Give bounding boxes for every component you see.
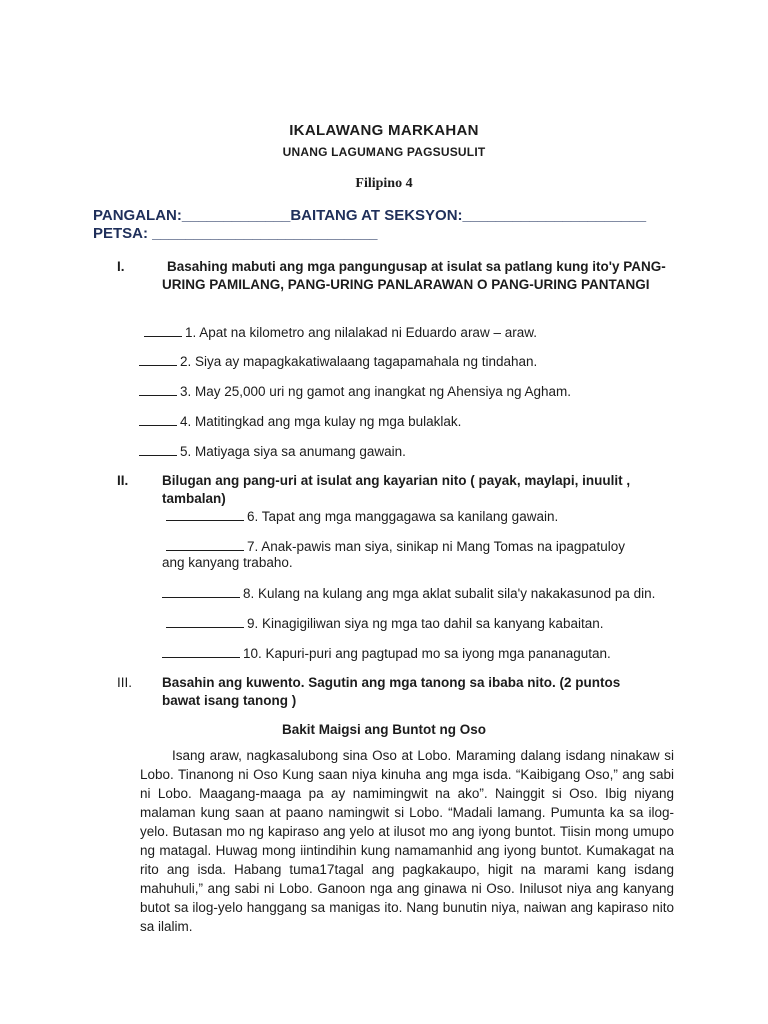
- question-3: 3. May 25,000 uri ng gamot ang inangkat ng Ahensiya ng Agham.: [139, 383, 571, 399]
- subject-label: Filipino 4: [355, 176, 413, 191]
- answer-blank[interactable]: [144, 324, 182, 337]
- part2-instruction-line1: Bilugan ang pang-uri at isulat ang kayarian nito ( payak, maylapi, inuulit ,: [162, 473, 631, 488]
- question-7-continuation: ang kanyang trabaho.: [162, 555, 293, 570]
- story-title: Bakit Maigsi ang Buntot ng Oso: [281, 722, 486, 737]
- question-6: 6. Tapat ang mga manggagawa sa kanilang gawain.: [166, 508, 558, 524]
- part3-numeral: III.: [117, 675, 133, 690]
- answer-blank[interactable]: [139, 413, 177, 426]
- answer-blank[interactable]: [139, 383, 177, 396]
- answer-blank[interactable]: [166, 538, 244, 551]
- question-2: 2. Siya ay mapagkakatiwalaang tagapamahala ng tindahan.: [139, 353, 537, 369]
- question-10: 10. Kapuri-puri ang pagtupad mo sa iyong mga pananagutan.: [162, 645, 611, 661]
- story-paragraph: Isang araw, nagkasalubong sina Oso at Lobo. Maraming dalang isdang ninakaw si Lobo. Tinanong ni Oso Kung saan niya kinuha ang mga isda. “Kaibigang Oso,” ang sabi ni Lobo. Maagang-maaga pa ay namimingwit na ako”. Nainggit si Oso. Ibig niyang malaman kung saan at paano namingwit si Lobo. “Madali lamang. Pumunta ka sa ilog-yelo. Butasan mo ng kapiraso ang yelo at ilusot mo ang iyong buntot. Tiisin mong umupo ng matagal. Huwag mong iintindihin kung namamanhid ang iyong buntot. Kumakagat na rito ang isda. Habang tuma17tagal ang pagkakaupo, higit na marami kang isdang mahuhuli,” ang sabi ni Lobo. Ganoon nga ang ginawa ni Oso. Inilusot niya ang kanyang butot sa ilog-yelo hanggang sa manigas ito. Nang bunutin niya, naiwan ang kapiraso nito sa ilalim.: [140, 748, 674, 934]
- question-7: 7. Anak-pawis man siya, sinikap ni Mang Tomas na ipagpatuloy: [166, 538, 625, 554]
- question-4: 4. Matitingkad ang mga kulay ng mga bulaklak.: [139, 413, 461, 429]
- question-5: 5. Matiyaga siya sa anumang gawain.: [139, 443, 406, 459]
- name-section-line: PANGALAN:_____________BAITANG AT SEKSYON:______________________: [93, 207, 647, 224]
- question-8: 8. Kulang na kulang ang mga aklat subalit sila'y nakakasunod pa din.: [162, 585, 655, 601]
- question-1: 1. Apat na kilometro ang nilalakad ni Eduardo araw – araw.: [144, 324, 537, 340]
- answer-blank[interactable]: [162, 585, 240, 598]
- answer-blank[interactable]: [139, 353, 177, 366]
- part2-numeral: II.: [117, 473, 129, 488]
- answer-blank[interactable]: [166, 508, 244, 521]
- answer-blank[interactable]: [139, 443, 177, 456]
- answer-blank[interactable]: [166, 615, 244, 628]
- part1-numeral: I.: [117, 259, 125, 274]
- document-title: IKALAWANG MARKAHAN: [289, 122, 479, 139]
- question-9: 9. Kinagigiliwan siya ng mga tao dahil sa kanyang kabaitan.: [166, 615, 603, 631]
- part3-instruction-line1: Basahin ang kuwento. Sagutin ang mga tanong sa ibaba nito. (2 puntos: [162, 675, 621, 690]
- document-subtitle: UNANG LAGUMANG PAGSUSULIT: [282, 145, 486, 159]
- answer-blank[interactable]: [162, 645, 240, 658]
- date-line: PETSA: ___________________________: [93, 225, 378, 242]
- part1-instruction: Basahing mabuti ang mga pangungusap at isulat sa patlang kung ito'y PANG-URING PAMILANG, PANG-URING PANLARAWAN O PANG-URING PANTANGI: [162, 259, 666, 292]
- part2-instruction-line2: tambalan): [162, 491, 226, 506]
- part3-instruction-line2: bawat isang tanong ): [162, 693, 297, 708]
